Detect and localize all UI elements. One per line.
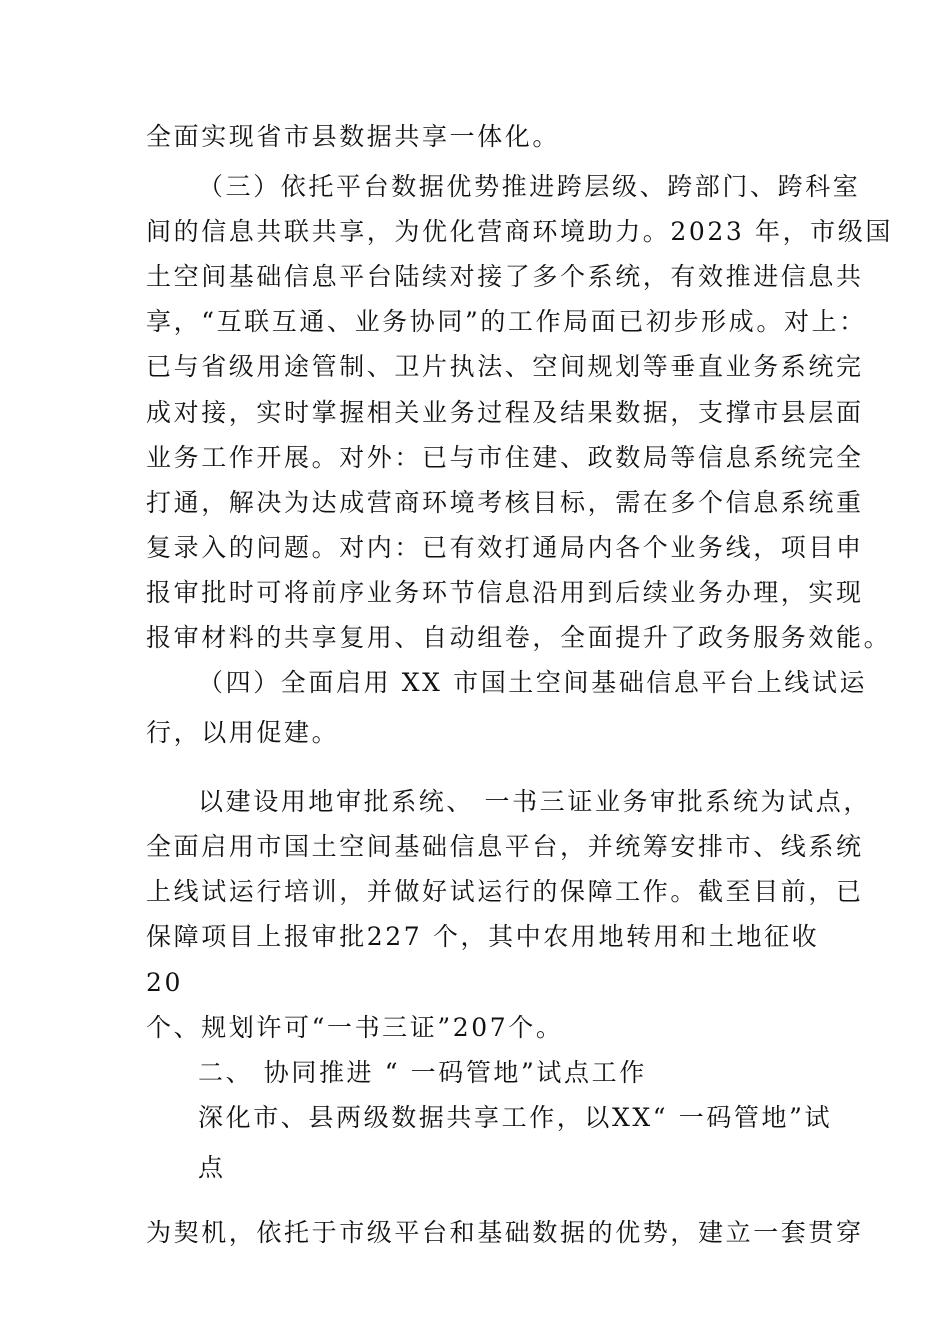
section-3-heading-line-1: （三）依托平台数据优势推进跨层级、跨部门、跨科室 [198,172,861,201]
section-2-heading: 二、 协同推进 “ 一码管地”试点工作 [198,1058,647,1087]
section-4-heading-line-1: （四）全面启用 XX 市国土空间基础信息平台上线试运 [198,668,868,697]
paragraph-line-5: 20 [146,968,184,997]
section-2-line-3: 为契机，依托于市级平台和基础数据的优势，建立一套贯穿 [146,1218,864,1247]
text-line-10: 复录入的问题。对内：已有效打通局内各个业务线，项目申 [146,533,864,562]
paragraph-line-1: 以建设用地审批系统、 一书三证业务审批系统为试点， [198,787,871,816]
text-line-7: 成对接，实时掌握相关业务过程及结果数据，支撑市县层面 [146,398,864,427]
section-2-line-1: 深化市、县两级数据共享工作，以XX“ 一码管地”试 [198,1103,833,1132]
text-line-3: 间的信息共联共享，为优化营商环境助力。2023 年，市级国 [146,217,893,246]
text-line-9: 打通，解决为达成营商环境考核目标，需在多个信息系统重 [146,488,864,517]
paragraph-line-2: 全面启用市国土空间基础信息平台，并统筹安排市、线系统 [146,832,864,861]
text-line-12: 报审材料的共享复用、自动组卷，全面提升了政务服务效能。 [146,623,892,652]
text-line-11: 报审批时可将前序业务环节信息沿用到后续业务办理，实现 [146,578,864,607]
paragraph-line-4: 保障项目上报审批227 个，其中农用地转用和土地征收 [146,922,820,951]
paragraph-line-3: 上线试运行培训，并做好试运行的保障工作。截至目前，已 [146,877,864,906]
paragraph-line-6: 个、规划许可“一书三证”207个。 [146,1013,564,1042]
text-line-6: 已与省级用途管制、卫片执法、空间规划等垂直业务系统完 [146,352,864,381]
section-2-line-2: 点 [198,1153,226,1182]
text-line-4: 土空间基础信息平台陆续对接了多个系统，有效推进信息共 [146,262,864,291]
text-line-8: 业务工作开展。对外：已与市住建、政数局等信息系统完全 [146,443,864,472]
section-4-heading-line-2: 行，以用促建。 [146,718,340,747]
text-line-1: 全面实现省市县数据共享一体化。 [146,122,561,151]
text-line-5: 享，“互联互通、业务协同”的工作局面已初步形成。对上： [146,307,867,336]
